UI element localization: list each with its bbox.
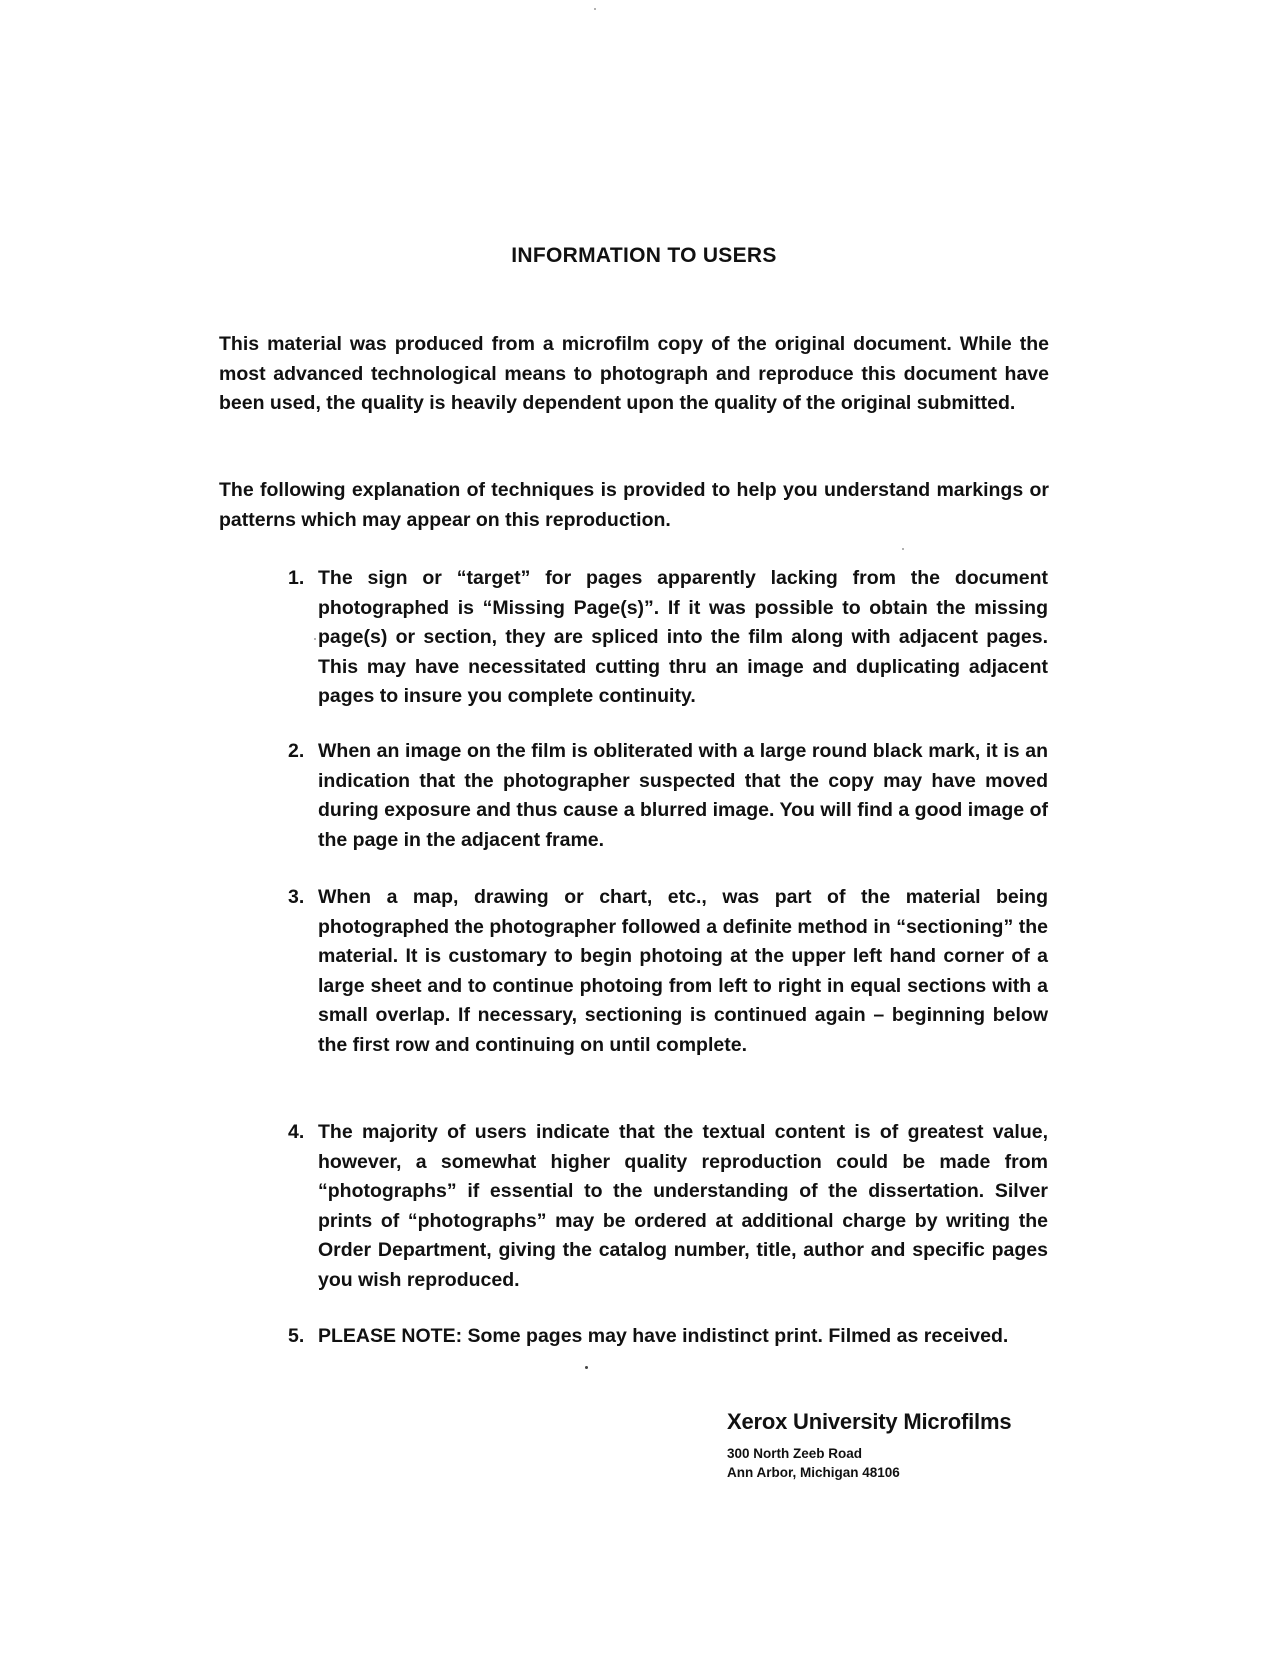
list-item-number: 4. [288,1121,305,1143]
list-item-text: When an image on the film is obliterated with a large round black mark, it is an indication that the photographer suspected that the copy may have moved during exposure and thus cause a blurred image. You will find a good image of the page in the adjacent frame. [318,740,1048,851]
publisher-street: 300 North Zeeb Road [727,1446,863,1461]
scan-speck [585,1366,588,1369]
scan-speck [594,8,596,10]
intro-paragraph-1: This material was produced from a microfilm copy of the original document. While the most advanced technological means to photograph and reproduce this document have been used, the quality is heavily dependent upon the quality of the original submitted. [219,333,1049,414]
list-item-number: 3. [288,886,305,908]
publisher-city: Ann Arbor, Michigan 48106 [727,1465,900,1480]
list-item-text: The majority of users indicate that the textual content is of greatest value, however, a somewhat higher quality reproduction could be made from “photographs” if essential to the understanding of the dissertation. Silver prints of “photographs” may be ordered at additional charge by writing the Order Department, giving the catalog number, title, author and specific pages you wish reproduced. [318,1121,1048,1291]
list-item [288,737,1048,855]
list-item-number: 1. [288,567,305,589]
scan-speck [902,548,904,550]
list-item [288,1322,1048,1352]
intro-paragraph-2: The following explanation of techniques is provided to help you understand markings or patterns which may appear on this reproduction. [219,479,1049,531]
list-item-text: The sign or “target” for pages apparently lacking from the document photographed is “Missing Page(s)”. If it was possible to obtain the missing page(s) or section, they are spliced into the film along with adjacent pages. This may have necessitated cutting thru an image and duplicating adjacent pages to insure you complete continuity. [318,567,1048,707]
list-item-number: 2. [288,740,305,762]
list-item [288,883,1048,1060]
scan-speck [314,638,316,640]
publisher-block [727,1408,1067,1482]
list-item-text: When a map, drawing or chart, etc., was part of the material being photographed the photographer followed a definite method in “sectioning” the material. It is customary to begin photoing at the upper left hand corner of a large sheet and to continue photoing from left to right in equal sections with a small overlap. If necessary, sectioning is continued again – beginning below the first row and continuing on until complete. [318,886,1048,1056]
list-item [288,564,1048,712]
page-title: INFORMATION TO USERS [511,244,777,267]
publisher-name: Xerox University Microfilms [727,1409,1012,1434]
list-item-number: 5. [288,1325,305,1347]
list-item [288,1118,1048,1295]
list-item-text: PLEASE NOTE: Some pages may have indistinct print. Filmed as received. [318,1325,1009,1347]
